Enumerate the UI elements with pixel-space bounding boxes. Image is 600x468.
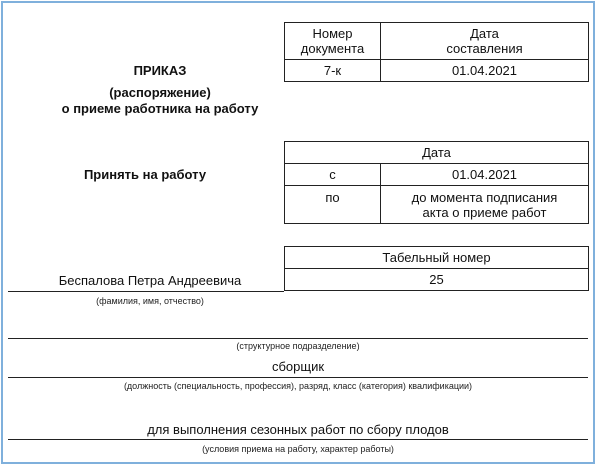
department-caption: (структурное подразделение): [236, 341, 360, 351]
order-subject: о приеме работника на работу: [61, 101, 259, 116]
position-underline: [8, 377, 588, 378]
doc-number-header: Номер документа: [285, 23, 381, 60]
name-underline: [8, 291, 284, 292]
conditions-value: для выполнения сезонных работ по сбору плодов: [147, 422, 449, 437]
conditions-caption: (условия приема на работу, характер работы): [202, 444, 394, 454]
position-value: сборщик: [271, 359, 325, 374]
tab-number-value: 25: [285, 269, 589, 291]
position-caption: (должность (специальность, профессия), разряд, класс (категория) квалификации): [123, 381, 473, 391]
hire-label: Принять на работу: [83, 167, 207, 182]
employee-name: Беспалова Петра Андреевича: [58, 273, 242, 288]
document-header-table: [284, 22, 589, 82]
department-underline: [8, 338, 588, 339]
order-title: ПРИКАЗ: [133, 63, 187, 78]
hire-from-value: 01.04.2021: [381, 164, 589, 186]
hire-from-label: с: [285, 164, 381, 186]
hire-date-table: [284, 141, 589, 224]
hire-date-header: Дата: [285, 142, 589, 164]
conditions-underline: [8, 439, 588, 440]
doc-number-value: 7-к: [285, 60, 381, 82]
tab-number-table: [284, 246, 589, 291]
hire-to-label: по: [285, 186, 381, 224]
doc-date-value: 01.04.2021: [381, 60, 589, 82]
hire-to-value: до момента подписания акта о приеме работ: [381, 186, 589, 224]
name-caption: (фамилия, имя, отчество): [96, 296, 204, 306]
order-subtitle: (распоряжение): [109, 85, 211, 100]
tab-number-header: Табельный номер: [285, 247, 589, 269]
doc-date-header: Дата составления: [381, 23, 589, 60]
